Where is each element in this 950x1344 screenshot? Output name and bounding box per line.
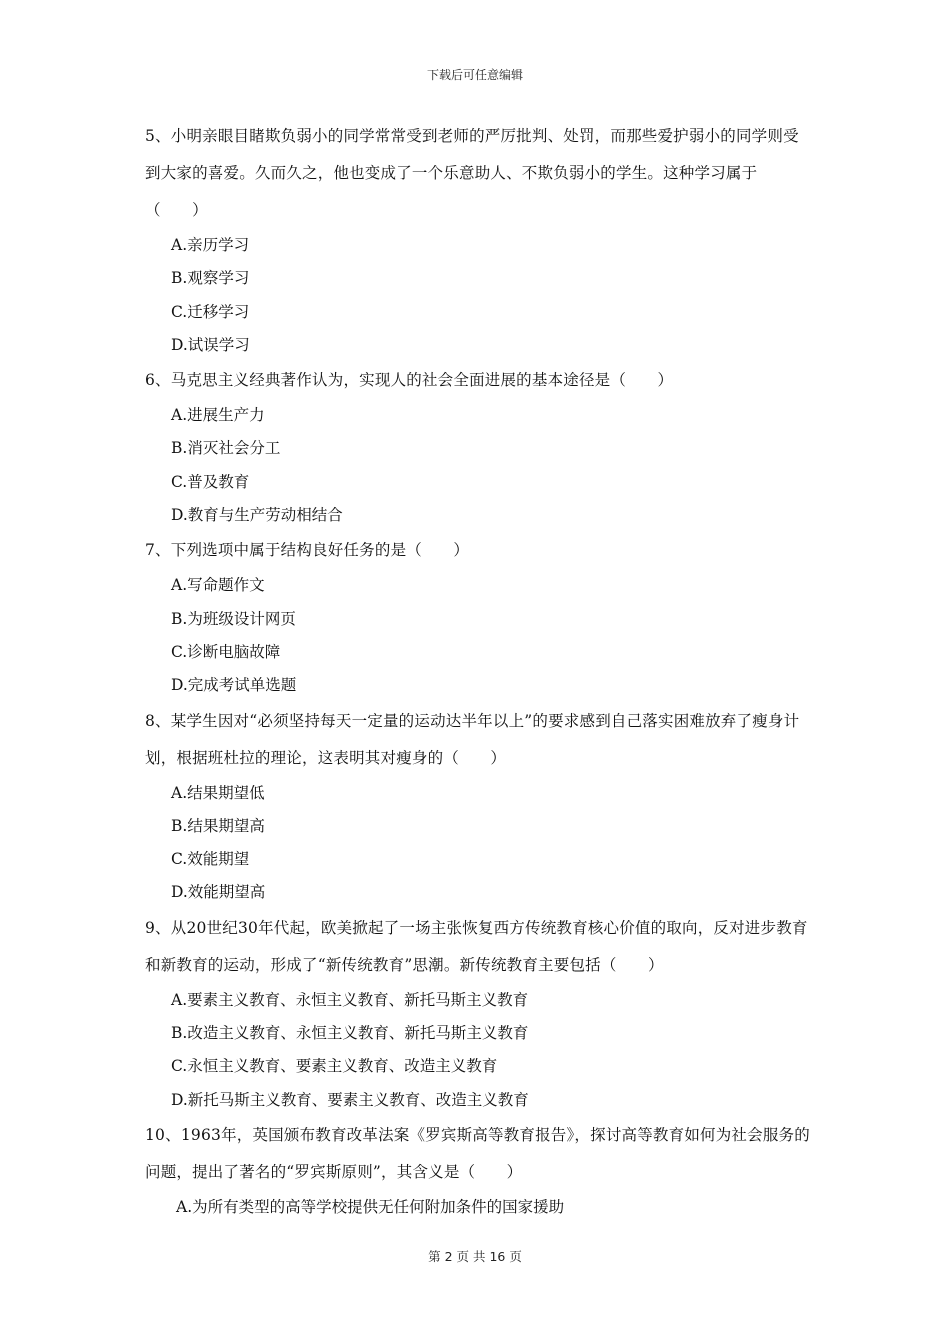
question-8-option-a: A.结果期望低 — [171, 783, 265, 802]
question-6-stem: 6、马克思主义经典著作认为，实现人的社会全面进展的基本途径是（ ） — [145, 371, 674, 390]
question-5-option-d: D.试误学习 — [171, 335, 250, 354]
question-6-option-c: C.普及教育 — [171, 472, 250, 491]
question-list — [145, 118, 810, 1224]
question-8-option-c: C.效能期望 — [171, 850, 250, 869]
question-9-option-b: B.改造主义教育、永恒主义教育、新托马斯主义教育 — [171, 1024, 529, 1043]
question-6-option-d: D.教育与生产劳动相结合 — [171, 506, 343, 525]
question-7-option-c: C.诊断电脑故障 — [171, 642, 281, 661]
question-7-option-d: D.完成考试单选题 — [171, 676, 297, 695]
question-6-option-b: B.消灭社会分工 — [171, 439, 281, 458]
page-footer: 第 2 页 共 16 页 — [428, 1249, 522, 1264]
question-8-stem: 8、某学生因对“必须坚持每天一定量的运动达半年以上”的要求感到自己落实困难放弃了瘦身计划，根据班杜拉的理论，这表明其对瘦身的（ ） — [145, 711, 800, 767]
question-6-option-a: A.进展生产力 — [171, 406, 265, 425]
page-header: 下载后可任意编辑 — [426, 68, 523, 82]
question-5-stem: 5、小明亲眼目睹欺负弱小的同学常常受到老师的严厉批判、处罚，而那些爱护弱小的同学则受到大家的喜爱。久而久之，他也变成了一个乐意助人、不欺负弱小的学生。这种学习属于（ ） — [145, 127, 799, 219]
question-5-option-a: A.亲历学习 — [171, 236, 250, 254]
question-7-option-b: B.为班级设计网页 — [171, 609, 296, 628]
question-9-option-d: D.新托马斯主义教育、要素主义教育、改造主义教育 — [171, 1090, 529, 1109]
question-7-stem: 7、下列选项中属于结构良好任务的是（ ） — [145, 541, 470, 560]
question-7-option-a: A.写命题作文 — [171, 576, 265, 595]
question-10-option-a: A.为所有类型的高等学校提供无任何附加条件的国家援助 — [176, 1197, 565, 1216]
question-5-option-c: C.迁移学习 — [171, 302, 250, 321]
question-10-stem: 10、1963年，英国颁布教育改革法案《罗宾斯高等教育报告》，探讨高等教育如何为社会服务的问题，提出了著名的“罗宾斯原则”，其含义是（ ） — [145, 1125, 810, 1181]
question-9-stem: 9、从20世纪30年代起，欧美掀起了一场主张恢复西方传统教育核心价值的取向，反对进步教育和新教育的运动，形成了“新传统教育”思潮。新传统教育主要包括（ ） — [145, 918, 808, 974]
question-9-option-a: A.要素主义教育、永恒主义教育、新托马斯主义教育 — [171, 990, 529, 1009]
question-8-option-d: D.效能期望高 — [171, 883, 266, 902]
question-9-option-c: C.永恒主义教育、要素主义教育、改造主义教育 — [171, 1057, 498, 1076]
question-5-option-b: B.观察学习 — [171, 269, 250, 288]
question-8-option-b: B.结果期望高 — [171, 816, 265, 835]
